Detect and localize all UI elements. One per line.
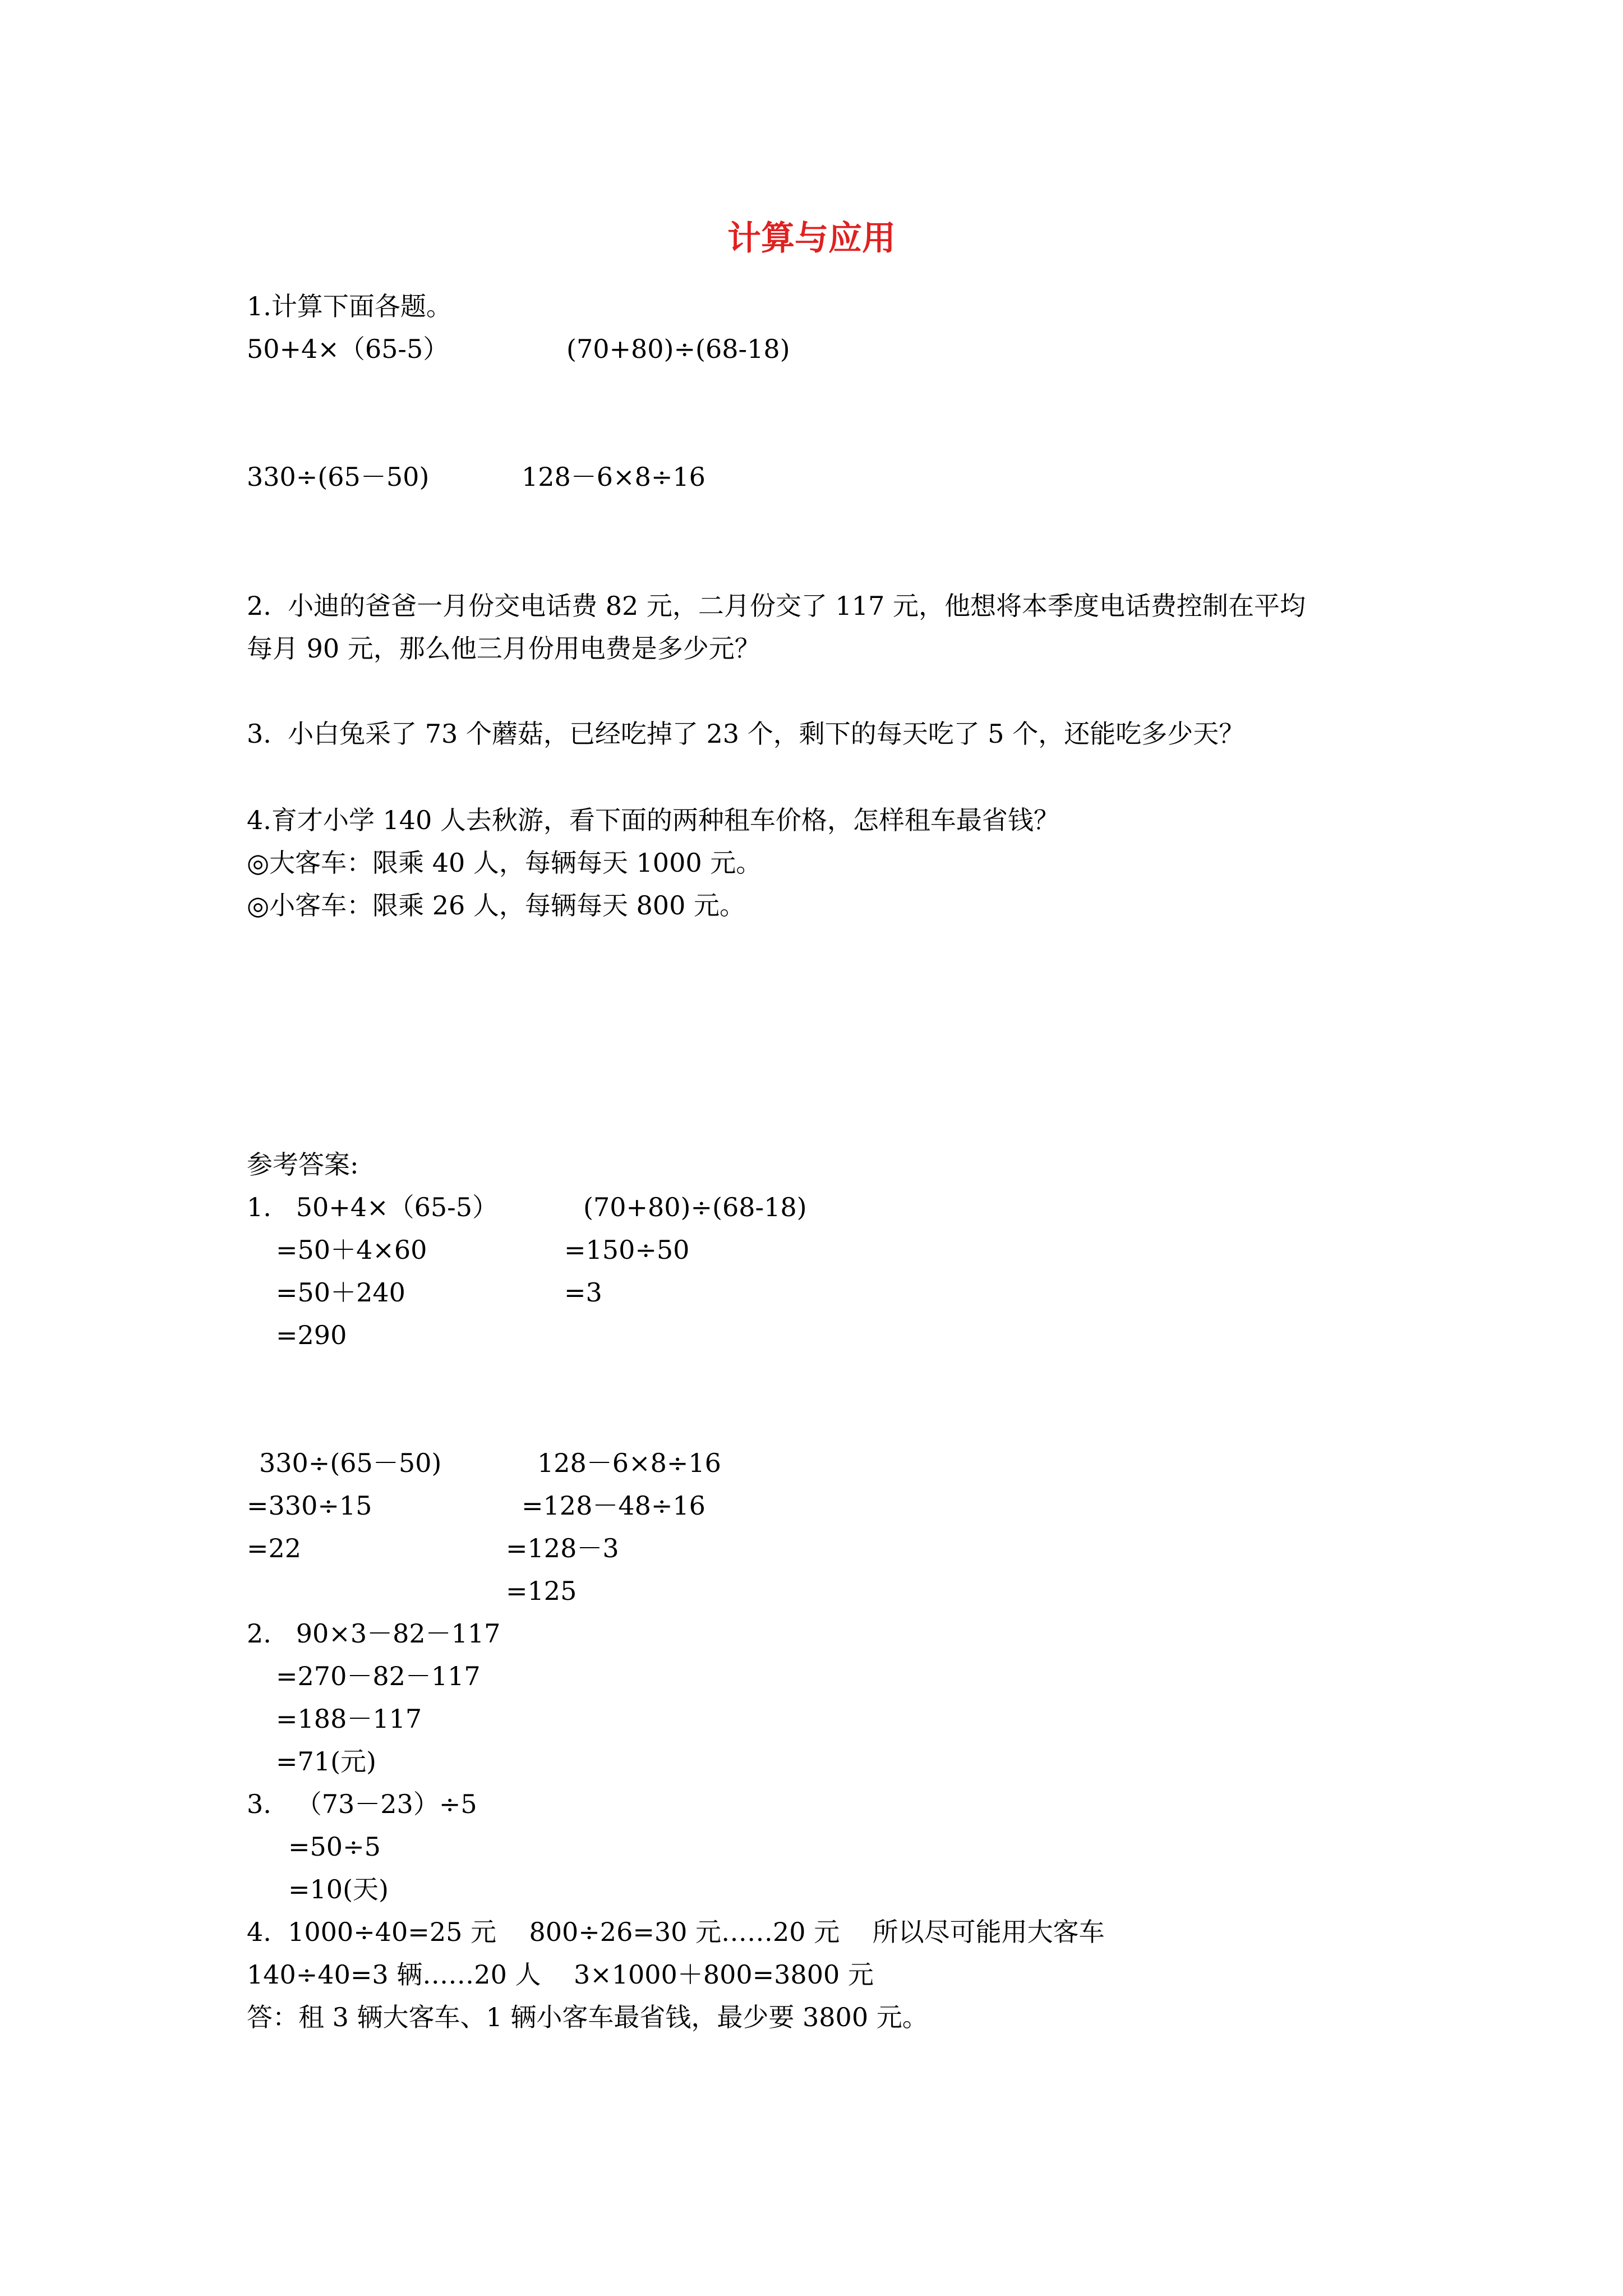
answer-1-left-line-4: =290 <box>276 1320 347 1350</box>
q1-expression-a: 50+4×（65-5） <box>247 334 449 364</box>
q4-line-2: ◎大客车：限乘 40 人，每辆每天 1000 元。 <box>247 848 762 878</box>
q1-heading: 1.计算下面各题。 <box>247 291 452 321</box>
q2-line-1: 2. 小迪的爸爸一月份交电话费 82 元，二月份交了 117 元，他想将本季度电话费控制在平均 <box>247 591 1306 621</box>
answer-1-right2-line-4: =125 <box>506 1576 577 1606</box>
answer-3-line-2: =50÷5 <box>288 1832 381 1862</box>
answer-1-right-line-3: =3 <box>564 1277 602 1308</box>
answer-1-left-line-2: =50＋4×60 <box>276 1235 427 1265</box>
answer-1-right2-line-1: 128－6×8÷16 <box>537 1448 721 1478</box>
q4-line-1: 4.育才小学 140 人去秋游，看下面的两种租车价格，怎样租车最省钱？ <box>247 805 1059 835</box>
q3-line-1: 3. 小白兔采了 73 个蘑菇，已经吃掉了 23 个，剩下的每天吃了 5 个，还能吃多少天？ <box>247 719 1245 749</box>
answer-2-line-3: =188－117 <box>276 1704 422 1734</box>
answer-2-line-4: =71(元) <box>276 1746 376 1777</box>
q1-expression-b: (70+80)÷(68-18) <box>566 334 790 364</box>
answer-3-line-1: 3. （73－23）÷5 <box>247 1789 477 1819</box>
answer-1-left2-line-2: =330÷15 <box>247 1490 372 1521</box>
answer-1-left2-line-3: =22 <box>247 1533 302 1563</box>
q1-expression-d: 128－6×8÷16 <box>522 462 706 492</box>
answer-4-line-1: 4. 1000÷40=25 元 800÷26=30 元……20 元 所以尽可能用大客车 <box>247 1917 1105 1947</box>
answer-4-line-3: 答：租 3 辆大客车、1 辆小客车最省钱，最少要 3800 元。 <box>247 2002 928 2032</box>
answer-2-line-1: 2. 90×3－82－117 <box>247 1618 501 1649</box>
q1-expression-c: 330÷(65－50) <box>247 462 430 492</box>
answer-1-left-line-3: =50＋240 <box>276 1277 405 1308</box>
answer-1-right-line-2: =150÷50 <box>564 1235 690 1265</box>
answer-1-right-line-1: (70+80)÷(68-18) <box>583 1192 807 1222</box>
q2-line-2: 每月 90 元，那么他三月份用电费是多少元？ <box>247 633 760 664</box>
answers-heading: 参考答案: <box>247 1149 359 1180</box>
answer-1-right2-line-3: =128－3 <box>506 1533 619 1563</box>
q4-line-3: ◎小客车：限乘 26 人，每辆每天 800 元。 <box>247 890 745 921</box>
answer-1-left2-line-1: 330÷(65－50) <box>259 1448 442 1478</box>
answer-3-line-3: =10(天) <box>288 1874 389 1904</box>
answer-1-right2-line-2: =128－48÷16 <box>522 1490 706 1521</box>
answer-4-line-2: 140÷40=3 辆……20 人 3×1000＋800=3800 元 <box>247 1959 874 1990</box>
answer-1-left-line-1: 1. 50+4×（65-5） <box>247 1192 498 1222</box>
answer-2-line-2: =270－82－117 <box>276 1661 481 1691</box>
page-title: 计算与应用 <box>727 219 896 258</box>
